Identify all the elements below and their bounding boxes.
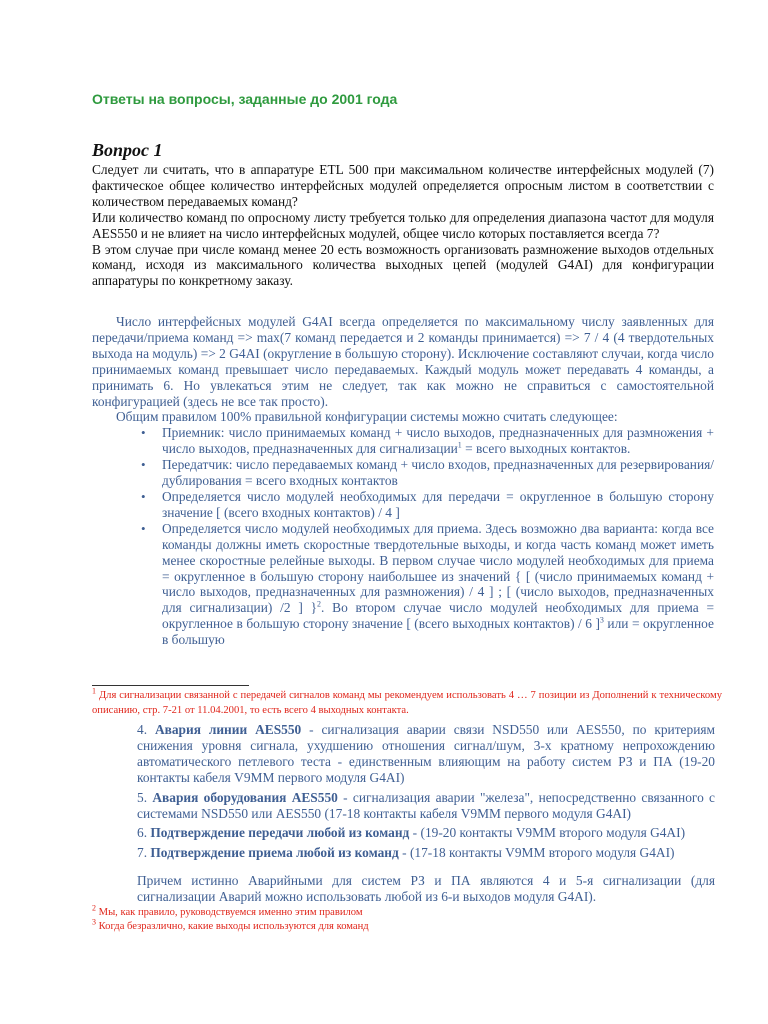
summary-paragraph: Причем истинно Аварийными для систем РЗ и ПА являются 4 и 5-я сигнализации (для сигнализации Аварий можно использовать любой из 6-и выходов модуля G4AI). — [137, 873, 715, 905]
list-item-tx-modules: • Определяется число модулей необходимых для передачи = округленное в большую сторону значение [ (всего входных контактов) / 4 ] — [141, 488, 714, 520]
footnote-ref-2[interactable]: 2 — [317, 599, 321, 609]
footnotes-bottom — [92, 903, 692, 934]
list-item-rx-modules: • Определяется число модулей необходимых для приема. Здесь возможно два варианта: когда все команды должны иметь скоростные твердотельные выходы, и когда часть команд может иметь менее скоростные релейные выходы. В первом случае число модулей необходимых для приема = округленное в большую сторону наибольшее из значений { [ (число принимаемых команд + число выходов, предназначенных для размножения) / 4 ] ; [ (число выходов, предназначенных для сигнализации) /2 ] }$^2$. Во втором случае число модулей необходимых для приема = округленное в большую сторону значение [ (всего выходных контактов) / 6 ]$^3$ или = округленное в большую — [141, 520, 714, 648]
bullet-icon: • — [141, 488, 146, 504]
footnote-3: $^3$ Когда безразлично, какие выходы используются для команд — [92, 917, 369, 932]
list-item-transmitter: • Передатчик: число передаваемых команд + число входов, предназначенных для резервирования/дублирования = всего входных контактов — [141, 457, 714, 489]
signal-item-5: 5. Авария оборудования AES550 - сигнализация аварии "железа", непосредственно связанного с системами NSD550 или AES550 (17-18 контакты кабеля V9MM первого модуля G4AI) — [137, 789, 715, 821]
footnote-separator — [92, 685, 249, 686]
question-text — [92, 162, 714, 289]
question-heading: Вопрос 1 — [92, 140, 163, 160]
answer-paragraph-1: Число интерфейсных модулей G4AI всегда определяется по максимальному числу заявленных для передачи/приема команд => max(7 команд передается и 2 команды принимается) => 7 / 4 (4 твердотельных выхода на модуль) => 2 G4AI (округление в большую сторону). Исключение составляют случаи, когда число принимаемых команд превышает число передаваемых. Каждый модуль может передавать 4 команды, а принимать 6. Но увлекаться этим не следует, так как можно не справиться с самостоятельной конфигурацией (здесь не все так просто). — [92, 314, 714, 409]
question-paragraph-1: Следует ли считать, что в аппаратуре ETL 500 при максимальном количестве интерфейсных модулей (7) фактическое общее количество интерфейсных модулей определяется опросным листом в соответствии с количеством передаваемых команд? — [92, 162, 714, 209]
section-title: Ответы на вопросы, заданные до 2001 года — [92, 91, 398, 107]
bullet-icon: • — [141, 457, 146, 473]
rules-list — [92, 425, 714, 648]
footnote-2: $^2$ Мы, как правило, руководствуемся именно этим правилом — [92, 903, 363, 918]
signal-item-7: 7. Подтверждение приема любой из команд - (17-18 контакты V9MM второго модуля G4AI) — [137, 845, 675, 861]
list-item-receiver: • Приемник: число принимаемых команд + число выходов, предназначенных для размножения + число выходов, предназначенных для сигнализации$^1$ = всего выходных контактов. — [141, 425, 714, 457]
bullet-icon: • — [141, 520, 146, 536]
answer-block — [92, 314, 714, 648]
footnote-1-number: 1 — [92, 686, 96, 696]
answer-paragraph-2: Общим правилом 100% правильной конфигурации системы можно считать следующее: — [116, 409, 618, 425]
signal-list — [137, 722, 715, 909]
signal-item-4: 4. Авария линии AES550 - сигнализация аварии связи NSD550 или AES550, по критериям снижения уровня сигнала, ухудшению отношения сигнал/шум, 3-х кратному непрохождению автоматического петлевого теста - единственным влияющим на работу систем РЗ и ПА (19-20 контакты кабеля V9MM первого модуля G4AI) — [137, 722, 715, 785]
question-paragraph-2: Или количество команд по опросному листу требуется только для определения диапазона частот для модуля AES550 и не влияет на число интерфейсных модулей, общее число которых поставляется всегда 7? — [92, 209, 714, 241]
footnote-1: $^1$ Для сигнализации связанной с передачей сигналов команд мы рекомендуем использовать 4 … 7 позиции из Дополнений к техническому описанию, стр. 7-21 от 11.04.2001, то есть всего 4 выходных контакта. — [92, 686, 722, 716]
footnote-ref-3[interactable]: 3 — [599, 615, 604, 625]
question-paragraph-3: В этом случае при числе команд менее 20 есть возможность организовать размножение выходов отдельных команд, исходя из максимального количества выходных цепей (модулей G4AI) для конфигурации аппаратуры по конкретному заказу. — [92, 241, 714, 289]
signal-item-6: 6. Подтверждение передачи любой из команд - (19-20 контакты V9MM второго модуля G4AI) — [137, 825, 686, 841]
footnote-ref-1[interactable]: 1 — [457, 440, 462, 450]
bullet-icon: • — [141, 425, 146, 441]
